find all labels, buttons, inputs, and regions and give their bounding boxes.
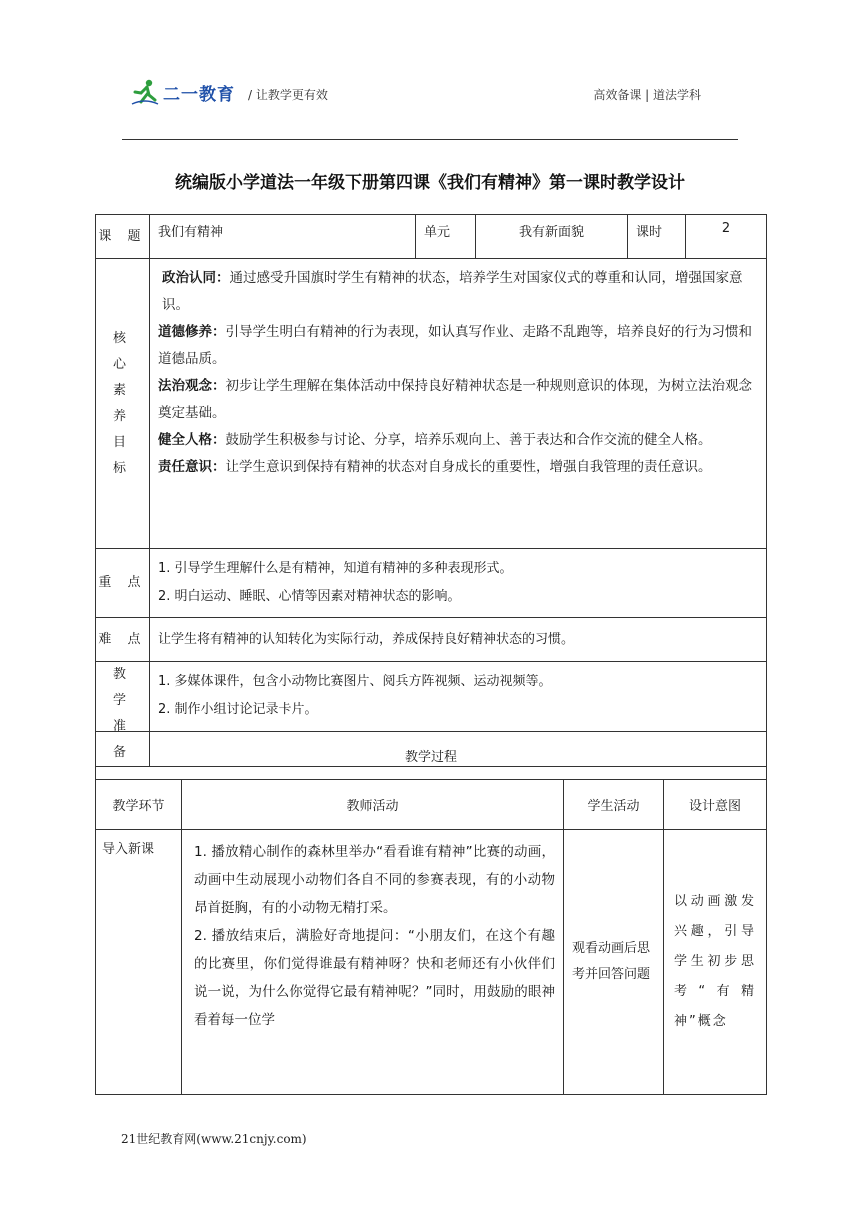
info-row	[96, 215, 767, 259]
logo-text: 二一教育	[163, 84, 235, 105]
goal-item: 道德修养：引导学生明白有精神的行为表现，如认真写作业、走路不乱跑等，培养良好的行为习惯和道德品质。	[158, 324, 752, 367]
header-teacher: 教师活动	[182, 780, 564, 830]
key-points-content	[150, 549, 767, 618]
teacher-activity-item: 2. 播放结束后，满脸好奇地提问：“小朋友们，在这个有趣的比赛里，你们觉得谁最有精神呀？快和老师还有小伙伴们说一说，为什么你觉得它最有精神呢？”同时，用鼓励的眼神看着每一位学	[194, 928, 555, 1028]
key-points-row	[96, 549, 767, 618]
process-title: 教学过程	[96, 732, 767, 780]
topic-value: 我们有精神	[150, 215, 416, 259]
goal-item: 健全人格：鼓励学生积极参与讨论、分享，培养乐观向上、善于表达和合作交流的健全人格。	[158, 432, 712, 448]
teacher-activity-item: 1. 播放精心制作的森林里举办“看看谁有精神”比赛的动画，动画中生动展现小动物们各自不同的参赛表现，有的小动物昂首挺胸，有的小动物无精打采。	[194, 844, 555, 916]
goals-content	[150, 259, 767, 549]
runner-logo-icon	[131, 78, 159, 106]
header-divider	[122, 139, 738, 140]
prep-item: 2. 制作小组讨论记录卡片。	[158, 702, 318, 717]
stage-cell: 导入新课	[96, 830, 182, 1095]
lesson-info-table	[95, 214, 767, 767]
process-title-row	[96, 732, 767, 780]
prep-item: 1. 多媒体课件，包含小动物比赛图片、阅兵方阵视频、运动视频等。	[158, 674, 552, 689]
unit-label: 单元	[416, 215, 476, 259]
student-activity-cell: 观看动画后思考并回答问题	[564, 830, 664, 1095]
difficulty-content: 让学生将有精神的认知转化为实际行动，养成保持良好精神状态的习惯。	[150, 618, 767, 662]
goals-row	[96, 259, 767, 549]
process-table	[95, 731, 767, 1095]
process-header-row	[96, 780, 767, 830]
unit-value: 我有新面貌	[476, 215, 628, 259]
document-title: 统编版小学道法一年级下册第四课《我们有精神》第一课时教学设计	[175, 173, 685, 193]
difficulty-row	[96, 618, 767, 662]
goals-label: 核心素养目标	[96, 259, 150, 549]
header-stage: 教学环节	[96, 780, 182, 830]
key-points-label: 重 点	[96, 549, 150, 618]
header-intent: 设计意图	[664, 780, 767, 830]
goal-item: 责任意识：让学生意识到保持有精神的状态对自身成长的重要性，增强自我管理的责任意识。	[158, 459, 712, 475]
key-point-item: 2. 明白运动、睡眠、心情等因素对精神状态的影响。	[158, 589, 461, 604]
header-student: 学生活动	[564, 780, 664, 830]
difficulty-label: 难 点	[96, 618, 150, 662]
page-footer: 21世纪教育网(www.21cnjy.com)	[121, 1132, 307, 1146]
logo	[131, 76, 235, 108]
header-slogan: / 让教学更有效	[248, 88, 328, 102]
goal-item: 政治认同：通过感受升国旗时学生有精神的状态，培养学生对国家仪式的尊重和认同，增强国家意识。	[162, 270, 743, 313]
period-label: 课时	[628, 215, 686, 259]
header-subject: 高效备课 | 道法学科	[593, 88, 701, 102]
goal-item: 法治观念：初步让学生理解在集体活动中保持良好精神状态是一种规则意识的体现，为树立法治观念奠定基础。	[158, 378, 752, 421]
design-intent-cell: 以动画激发兴趣，引导学生初步思考“有精神”概念	[664, 830, 767, 1095]
key-point-item: 1. 引导学生理解什么是有精神，知道有精神的多种表现形式。	[158, 561, 513, 576]
page-header	[131, 72, 701, 112]
period-value: 2	[686, 215, 767, 259]
process-row	[96, 830, 767, 1095]
topic-label: 课 题	[96, 215, 150, 259]
teacher-activity-cell	[182, 830, 564, 1095]
prep-label: 教学准备	[96, 662, 150, 767]
